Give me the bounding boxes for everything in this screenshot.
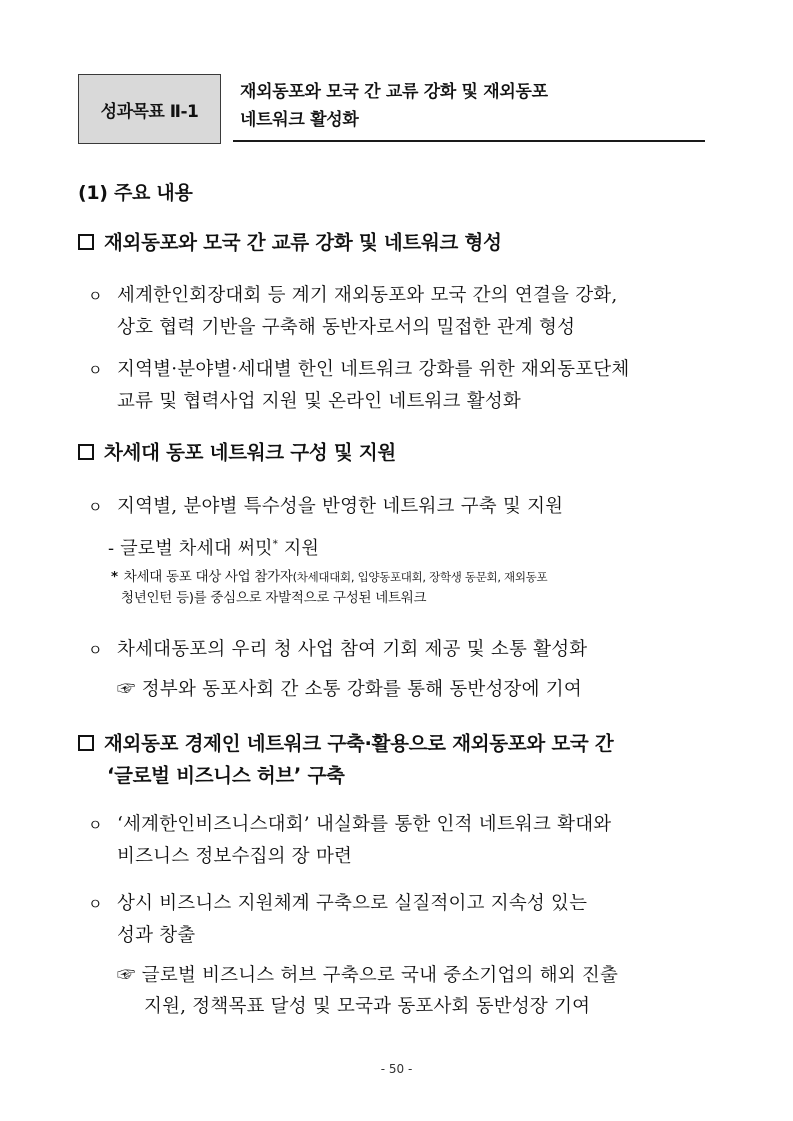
list-item: [88, 888, 728, 952]
arrow-item-text: 정부와 동포사회 간 소통 강화를 통해 동반성장에 기여: [141, 679, 582, 700]
item-text: ‘세계한인비즈니스대회’ 내실화를 통한 인적 네트워크 확대와: [117, 814, 612, 835]
checkbox-square-icon: [78, 735, 94, 751]
list-item: [88, 809, 728, 873]
sub-item-text: 지원: [277, 538, 320, 559]
bullet-icon: ㅇ: [88, 287, 103, 305]
pointing-hand-icon: ☞: [117, 679, 136, 700]
page-number: - 50 -: [380, 1062, 413, 1076]
footnote: [111, 567, 731, 609]
list-item: [88, 634, 728, 666]
goal-label: 성과목표 Ⅱ-1: [100, 101, 199, 122]
item-text: 비즈니스 정보수집의 장 마련: [117, 846, 353, 867]
heading-text: ‘글로벌 비즈니스 허브’ 구축: [107, 764, 345, 787]
heading-next-generation: [78, 438, 396, 468]
item-text: 상시 비즈니스 지원체계 구축으로 실질적이고 지속성 있는: [117, 893, 588, 914]
section-label: (1) 주요 내용: [78, 182, 193, 204]
arrow-item: [117, 674, 737, 705]
list-item: [88, 491, 728, 523]
bullet-icon: ㅇ: [88, 816, 103, 834]
heading-business-hub: [78, 729, 613, 791]
item-text: 성과 창출: [117, 925, 196, 946]
item-text: 교류 및 협력사업 지원 및 온라인 네트워크 활성화: [117, 391, 521, 412]
bullet-icon: ㅇ: [88, 641, 103, 659]
list-item: [88, 354, 728, 418]
item-text: 상호 협력 기반을 구축해 동반자로서의 밀접한 관계 형성: [117, 317, 576, 338]
bullet-icon: ㅇ: [88, 361, 103, 379]
bullet-icon: ㅇ: [88, 895, 103, 913]
sub-item: [108, 530, 319, 564]
heading-text: 차세대 동포 네트워크 구성 및 지원: [104, 441, 396, 464]
footnote-text: 청년인턴 등)를 중심으로 자발적으로 구성된 네트워크: [121, 590, 427, 606]
footnote-text: (차세대대회, 입양동포대회, 장학생 동문회, 재외동포: [292, 570, 548, 584]
sub-item-text: - 글로벌 차세대 써밋: [108, 538, 273, 559]
checkbox-square-icon: [78, 234, 94, 250]
item-text: 지역별·분야별·세대별 한인 네트워크 강화를 위한 재외동포단체: [117, 359, 630, 380]
heading-text: 재외동포 경제인 네트워크 구축·활용으로 재외동포와 모국 간: [104, 732, 614, 755]
list-item: [88, 280, 728, 344]
goal-title-line2: 네트워크 활성화: [240, 110, 359, 130]
heading-text: 재외동포와 모국 간 교류 강화 및 네트워크 형성: [104, 231, 502, 254]
goal-label-box: [78, 74, 221, 144]
arrow-item: [117, 960, 737, 1022]
item-text: 지역별, 분야별 특수성을 반영한 네트워크 구축 및 지원: [117, 496, 564, 517]
checkbox-square-icon: [78, 444, 94, 460]
arrow-item-text: 지원, 정책목표 달성 및 모국과 동포사회 동반성장 기여: [144, 996, 591, 1017]
item-text: 차세대동포의 우리 청 사업 참여 기회 제공 및 소통 활성화: [117, 639, 588, 660]
pointing-hand-icon: ☞: [117, 965, 136, 986]
footnote-text: 차세대 동포 대상 사업 참가자: [123, 569, 293, 585]
goal-title-line1: 재외동포와 모국 간 교류 강화 및 재외동포: [240, 82, 548, 102]
footnote-mark: *: [272, 539, 278, 550]
arrow-item-text: 글로벌 비즈니스 허브 구축으로 국내 중소기업의 해외 진출: [141, 965, 619, 986]
bullet-icon: ㅇ: [88, 498, 103, 516]
footnote-star: *: [111, 569, 118, 585]
goal-title: [233, 78, 705, 142]
heading-exchange-network: [78, 228, 502, 258]
item-text: 세계한인회장대회 등 계기 재외동포와 모국 간의 연결을 강화,: [117, 285, 618, 306]
